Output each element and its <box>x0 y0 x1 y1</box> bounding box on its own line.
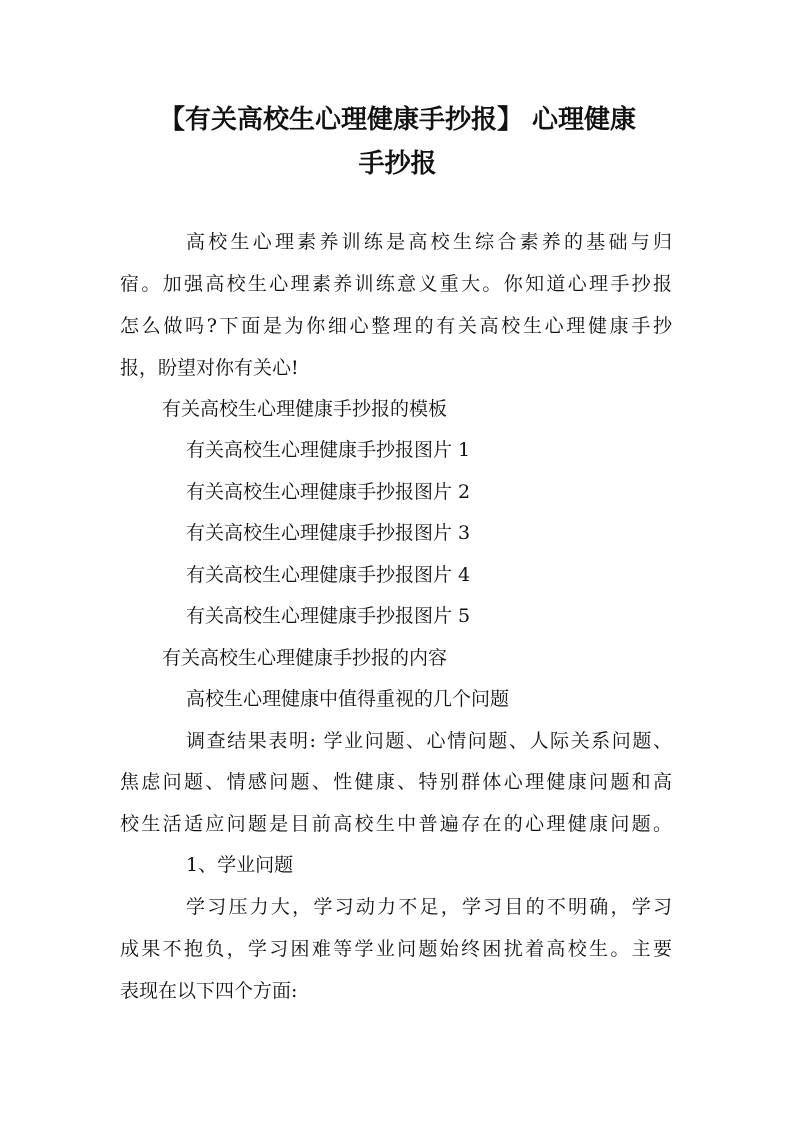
document-title <box>110 98 685 186</box>
template-item-5: 有关高校生心理健康手抄报图片 5 <box>186 605 471 627</box>
section1-line-3: 表现在以下四个方面: <box>120 980 298 1002</box>
section1-title: 1、学业问题 <box>186 854 294 876</box>
survey-line-1: 调查结果表明: 学业问题、心情问题、人际关系问题、 <box>186 730 672 752</box>
title-line-2: 手抄报 <box>358 149 437 179</box>
intro-line-2: 宿。加强高校生心理素养训练意义重大。你知道心理手抄报 <box>120 273 672 295</box>
survey-line-2: 焦虑问题、情感问题、性健康、特别群体心理健康问题和高 <box>120 771 672 793</box>
title-line-1: 【有关高校生心理健康手抄报】 心理健康 <box>158 105 637 135</box>
template-item-1: 有关高校生心理健康手抄报图片 1 <box>186 439 471 461</box>
template-item-3: 有关高校生心理健康手抄报图片 3 <box>186 522 471 544</box>
intro-line-3: 怎么做吗?下面是为你细心整理的有关高校生心理健康手抄 <box>120 315 672 337</box>
template-item-4: 有关高校生心理健康手抄报图片 4 <box>186 564 471 586</box>
content-heading: 有关高校生心理健康手抄报的内容 <box>162 647 448 669</box>
section1-line-1: 学习压力大，学习动力不足，学习目的不明确，学习 <box>186 896 672 918</box>
content-subheading: 高校生心理健康中值得重视的几个问题 <box>186 688 510 710</box>
intro-line-4: 报，盼望对你有关心! <box>120 357 299 379</box>
survey-line-3: 校生活适应问题是目前高校生中普遍存在的心理健康问题。 <box>120 813 672 835</box>
templates-heading: 有关高校生心理健康手抄报的模板 <box>162 398 448 420</box>
section1-line-2: 成果不抱负，学习困难等学业问题始终困扰着高校生。主要 <box>120 938 672 960</box>
intro-line-1: 高校生心理素养训练是高校生综合素养的基础与归 <box>186 231 672 253</box>
template-item-2: 有关高校生心理健康手抄报图片 2 <box>186 481 471 503</box>
